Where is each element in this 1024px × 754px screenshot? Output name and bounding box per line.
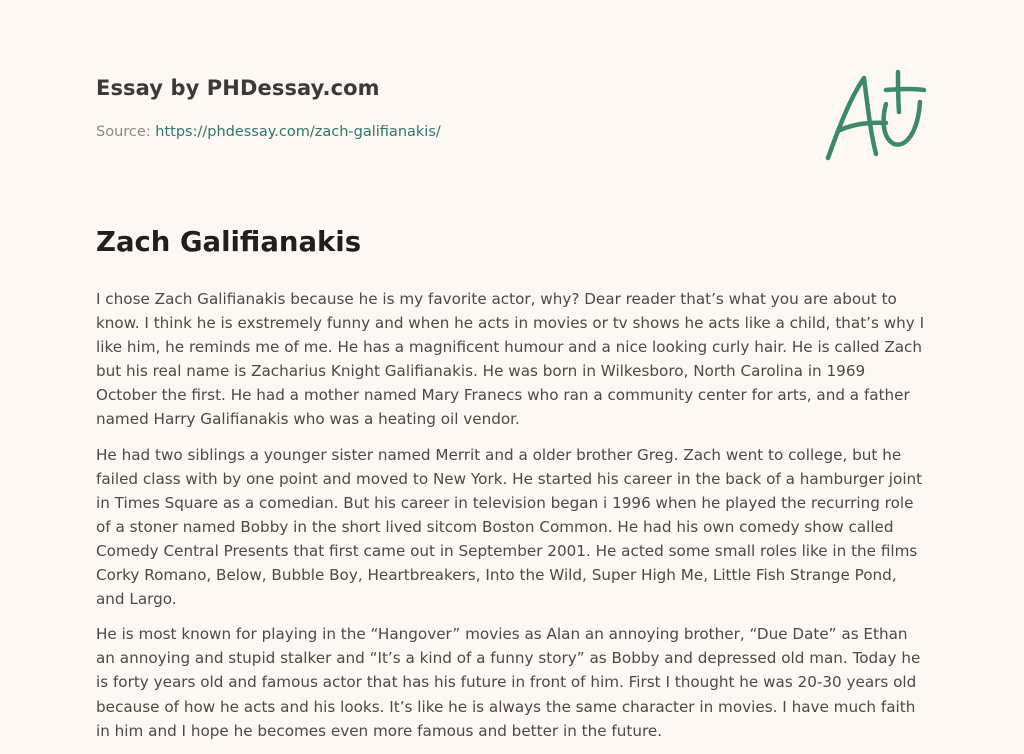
a-plus-grade-icon bbox=[820, 68, 930, 166]
essay-paragraph: I chose Zach Galifianakis because he is my favorite actor, why? Dear reader that’s what you are about to know. I think he is exstremely funny and when he acts in movies or tv shows he acts like a child, that’s why I like him, he reminds me of me. He has a magnificent humour and a nice looking curly hair. He is called Zach but his real name is Zacharius Knight Galifianakis. He was born in Wilkesboro, North Carolina in 1969 October the first. He had a mother named Mary Franecs who ran a community center for arts, and a father named Harry Galifianakis who was a heating oil vendor. bbox=[96, 290, 925, 429]
essay-paragraph: He had two siblings a younger sister named Merrit and a older brother Greg. Zach went to college, but he failed class with by one point and moved to New York. He started his career in the back of a hamburger joint in Times Square as a comedian. But his career in television began i 1996 when he played the recurring role of a stoner named Bobby in the short lived sitcom Boston Common. He had his own comedy show called Comedy Central Presents that first came out in September 2001. He acted some small roles like in the films Corky Romano, Below, Bubble Boy, Heartbreakers, Into the Wild, Super High Me, Little Fish Strange Pond, and Largo. bbox=[96, 445, 923, 609]
essay-title: Zach Galifianakis bbox=[96, 226, 362, 258]
document-header bbox=[96, 76, 380, 100]
site-title: Essay by PHDessay.com bbox=[96, 76, 380, 100]
source-line bbox=[96, 124, 441, 140]
essay-paragraph: He is most known for playing in the “Hangover” movies as Alan an annoying brother, “Due Date” as Ethan an annoying and stupid stalker and “It’s a kind of a funny story” as Bobby and depressed old man. Today he is forty years old and famous actor that has his future in front of him. First I thought he was 20-30 years old because of how he acts and his looks. It’s like he is always the same character in movies. I have much faith in him and I hope he becomes even more famous and better in the future. bbox=[96, 625, 921, 740]
source-link[interactable]: https://phdessay.com/zach-galifianakis/ bbox=[155, 124, 441, 140]
source-label: Source: bbox=[96, 124, 156, 140]
essay-body bbox=[96, 287, 930, 754]
